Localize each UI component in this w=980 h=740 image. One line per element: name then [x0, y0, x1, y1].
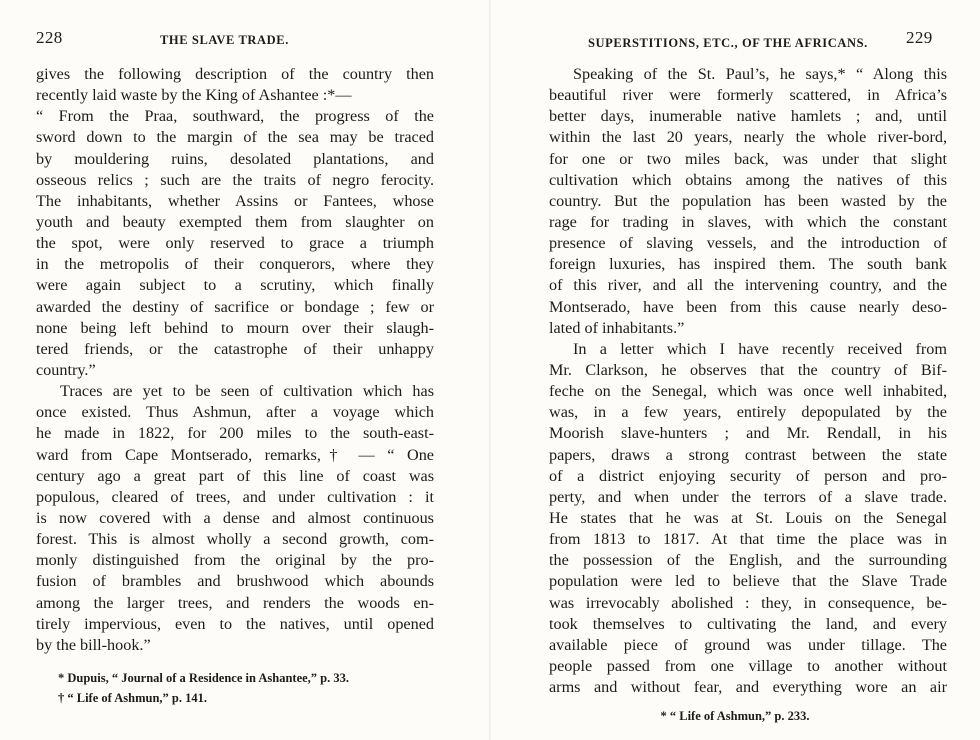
- text-line: ward from Cape Montserado, remarks,† — “ One: [36, 445, 434, 464]
- text-line: sword down to the margin of the sea may be traced: [36, 128, 434, 147]
- text-line: population were led to believe that the Slave Trade: [549, 572, 947, 591]
- running-head: THE SLAVE TRADE.: [160, 33, 289, 47]
- text-line: perty, and when under the terrors of a slave trade.: [549, 487, 947, 506]
- text-line: people passed from one village to another without: [549, 656, 947, 675]
- footnotes: [58, 668, 438, 708]
- text-line: available piece of ground was under tillage. The: [549, 635, 947, 654]
- text-line: by mouldering ruins, desolated plantations, and: [36, 149, 434, 168]
- text-line: beautiful river were formerly scattered, in Africa’s: [549, 86, 947, 105]
- text-line: monly distinguished from the original by the pro-: [36, 551, 434, 570]
- text-line: the spot, were only reserved to grace a triumph: [36, 234, 434, 253]
- text-line: gives the following description of the country then: [36, 65, 434, 83]
- text-line: Speaking of the St. Paul’s, he says,* “ Along this: [573, 65, 947, 83]
- text-line: youth and beauty exempted them from slaughter on: [36, 212, 434, 231]
- text-line: country. But the population has been wasted by the: [549, 191, 947, 210]
- text-line: Montserado, have been from this cause nearly deso-: [549, 297, 947, 316]
- text-line: tered friends, or the catastrophe of their unhappy: [36, 339, 434, 358]
- text-line: In a letter which I have recently received from: [573, 339, 947, 358]
- text-line: of a district enjoying security of person and pro-: [549, 466, 947, 485]
- text-line: rage for trading in slaves, with which the constant: [549, 212, 947, 231]
- text-line: he made in 1822, for 200 miles to the south-east-: [36, 424, 434, 443]
- text-line: Traces are yet to be seen of cultivation which has: [60, 382, 434, 401]
- text-line: by the bill-hook.”: [36, 635, 151, 654]
- text-line: Mr. Clarkson, he observes that the country of Bif-: [549, 360, 947, 379]
- text-line: in the metropolis of their conquerors, where they: [36, 255, 434, 274]
- text-line: feche on the Senegal, which was once well inhabited,: [549, 382, 947, 401]
- text-line: was, in a few years, entirely depopulated by the: [549, 403, 947, 422]
- text-line: country.”: [36, 360, 96, 379]
- text-line: within the last 20 years, nearly the whole river-bord,: [549, 128, 947, 147]
- text-line: forest. This is almost wholly a second growth, com-: [36, 530, 434, 549]
- text-line: fusion of brambles and brushwood which abounds: [36, 572, 434, 591]
- text-line: of this river, and all the intervening country, and the: [549, 276, 947, 295]
- text-line: recently laid waste by the King of Ashantee :*—: [36, 86, 352, 105]
- text-line: Moorish slave-hunters ; and Mr. Rendall, in his: [549, 424, 947, 443]
- text-line: century ago a great part of this line of coast was: [36, 466, 434, 485]
- text-line: once existed. Thus Ashmun, after a voyage which: [36, 403, 434, 422]
- text-line: lated of inhabitants.”: [549, 318, 685, 337]
- text-line: the possession of the English, and the surrounding: [549, 551, 947, 570]
- text-line: The inhabitants, whether Assins or Fantees, whose: [36, 191, 434, 210]
- text-line: from 1813 to 1817. At that time the place was in: [549, 530, 947, 549]
- text-line: is now covered with a dense and almost continuous: [36, 508, 434, 527]
- right-page: [490, 0, 980, 740]
- text-line: papers, draws a strong contrast between the state: [549, 445, 947, 464]
- text-line: He states that he was at St. Louis on the Senegal: [549, 508, 947, 527]
- text-line: cultivation which obtains among the natives of this: [549, 170, 947, 189]
- text-line: osseous relics ; such are the traits of negro ferocity.: [36, 170, 434, 189]
- text-line: none being left behind to mourn over their slaugh-: [36, 318, 434, 337]
- footnote: † “ Life of Ashmun,” p. 141.: [58, 691, 207, 705]
- footnote: * “ Life of Ashmun,” p. 233.: [660, 709, 810, 723]
- body-text: [549, 64, 947, 698]
- text-line: tirely impervious, even to the natives, until opened: [36, 614, 434, 633]
- text-line: arms and without fear, and everything wore an air: [549, 678, 947, 697]
- text-line: populous, cleared of trees, and under cultivation : it: [36, 487, 434, 506]
- text-line: presence of slaving vessels, and the introduction of: [549, 234, 947, 253]
- text-line: was irrevocably abolished : they, in consequence, be-: [549, 593, 947, 612]
- text-line: took themselves to cultivating the land, and every: [549, 614, 947, 633]
- text-line: for one or two miles back, was under that slight: [549, 149, 947, 168]
- body-text: [36, 64, 434, 656]
- footnote: * Dupuis, “ Journal of a Residence in Ashantee,” p. 33.: [58, 671, 350, 685]
- text-line: among the larger trees, and renders the woods en-: [36, 593, 434, 612]
- page-number: 228: [36, 28, 63, 47]
- text-line: better days, inumerable native hamlets ; and, until: [549, 107, 947, 126]
- footnotes: [490, 706, 980, 726]
- text-line: “ From the Praa, southward, the progress of the: [36, 107, 434, 126]
- text-line: were again subject to a scrutiny, which finally: [36, 276, 434, 295]
- page-number: 229: [906, 28, 933, 47]
- text-line: awarded the destiny of sacrifice or bondage ; few or: [36, 297, 434, 316]
- running-head: SUPERSTITIONS, ETC., OF THE AFRICANS.: [588, 36, 868, 50]
- text-line: foreign luxuries, has inspired them. The south bank: [549, 255, 947, 274]
